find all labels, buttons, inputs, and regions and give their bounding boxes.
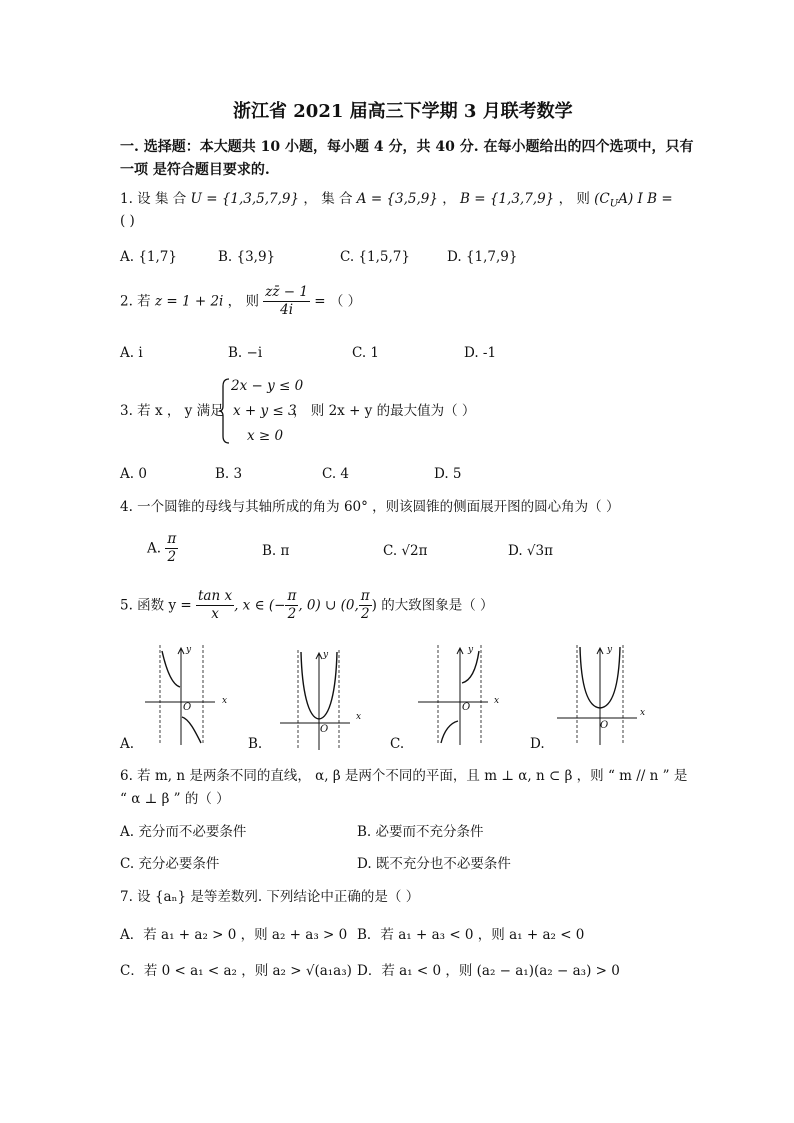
q1-option-d: D. {1,7,9} xyxy=(447,249,518,265)
q3-constraint-2: x + y ≤ 3 xyxy=(233,403,297,419)
q5-label-c: C. xyxy=(390,736,405,752)
q5-b-origin: O xyxy=(320,724,329,735)
q5-prefix: 5. 函数 y = xyxy=(120,597,192,614)
q3-brace xyxy=(218,378,232,444)
q2-fraction-denominator: 4i xyxy=(280,302,294,318)
q5-two-2: 2 xyxy=(360,606,370,622)
q5-mid2: , 0) ∪ (0, xyxy=(298,597,359,614)
q5-graph-b xyxy=(280,650,350,750)
q4-stem: 4. 一个圆锥的母线与其轴所成的角为 60° ，则该圆锥的侧面展开图的圆心角为（ ） xyxy=(120,499,620,515)
q5-b-y-label: y xyxy=(323,650,329,660)
q5-fn-denominator: x xyxy=(211,606,219,622)
q2-option-c: C. 1 xyxy=(352,345,380,361)
q3-option-b: B. 3 xyxy=(215,466,243,482)
q1-option-b: B. {3,9} xyxy=(218,249,276,265)
q1-stem xyxy=(120,190,673,214)
q2-mid: ， 则 xyxy=(223,293,264,310)
section-header-line2: 一项 是符合题目要求的. xyxy=(120,162,270,178)
q1-sub: U xyxy=(609,198,619,210)
q4-option-a-numerator: π xyxy=(167,531,177,547)
q5-a-y-label: y xyxy=(186,645,192,655)
q5-d-x-label: x xyxy=(640,708,646,718)
q5-a-origin: O xyxy=(183,702,192,713)
q1-set-u: U = {1,3,5,7,9} xyxy=(190,191,300,207)
q5-c-origin: O xyxy=(462,702,471,713)
q7-option-b: B．若 a₁ + a₃ < 0 ，则 a₁ + a₂ < 0 xyxy=(357,927,585,943)
q7-option-c: C．若 0 < a₁ < a₂ ，则 a₂ > √(a₁a₃) xyxy=(120,963,352,979)
q5-fn-numerator: tan x xyxy=(198,588,233,604)
q3-option-a: A. 0 xyxy=(120,466,147,482)
q2-z: z = 1 + 2i xyxy=(154,293,224,310)
page-title: 浙江省 2021 届高三下学期 3 月联考数学 xyxy=(233,101,573,122)
q1-option-c: C. {1,5,7} xyxy=(340,249,410,265)
q4-option-a-denominator: 2 xyxy=(167,549,177,565)
q2-option-a: A. i xyxy=(120,345,143,361)
q5-d-origin: O xyxy=(600,720,609,731)
q5-graph-c xyxy=(418,645,488,745)
q2-stem xyxy=(120,284,361,319)
q3-option-c: C. 4 xyxy=(322,466,350,482)
q3-prefix: 3. 若 x ， y 满足 xyxy=(120,403,224,419)
q5-pi-1: π xyxy=(287,588,297,604)
q5-c-x-label: x xyxy=(494,696,500,706)
q5-graph-a xyxy=(145,645,215,745)
q1-set-b: B = {1,3,7,9} xyxy=(460,191,555,207)
q6-option-c: C. 充分必要条件 xyxy=(120,856,220,872)
q5-d-y-label: y xyxy=(607,645,613,655)
q5-b-x-label: x xyxy=(356,712,362,722)
q5-mid: , x ∈ (− xyxy=(234,597,286,614)
q5-label-d: D. xyxy=(530,736,545,752)
q5-c-y-label: y xyxy=(468,645,474,655)
q2-option-b: B. −i xyxy=(228,345,263,361)
q4-option-d: D. √3π xyxy=(508,543,553,559)
q1-mid2: ， xyxy=(437,191,461,207)
q2-prefix: 2. 若 xyxy=(120,293,155,310)
q4-option-b: B. π xyxy=(262,543,290,559)
q1-option-a: A. {1,7} xyxy=(120,249,177,265)
q2-suffix: = （ ） xyxy=(309,293,362,310)
q6-option-b: B. 必要而不充分条件 xyxy=(357,824,484,840)
q1-mid3: ， 则 xyxy=(554,191,595,207)
q1-paren: ( ) xyxy=(120,213,135,229)
q3-constraint-1: 2x − y ≤ 0 xyxy=(231,378,304,394)
q5-suffix: ) 的大致图象是（ ） xyxy=(371,597,494,614)
q2-fraction-numerator: zz̄ − 1 xyxy=(265,284,308,300)
q5-two-1: 2 xyxy=(287,606,297,622)
q3-constraint-3: x ≥ 0 xyxy=(247,428,284,444)
q3-suffix: ， 则 2x + y 的最大值为（ ） xyxy=(293,403,476,419)
q6-option-a: A. 充分而不必要条件 xyxy=(120,824,247,840)
q2-option-d: D. -1 xyxy=(464,345,497,361)
q1-mid1: ， 集 合 xyxy=(299,191,357,207)
q6-stem-line1: 6. 若 m, n 是两条不同的直线， α, β 是两个不同的平面，且 m ⊥ α, n ⊂ β ，则 “ m // n ” 是 xyxy=(120,768,688,784)
q4-option-a xyxy=(147,531,178,566)
q6-stem-line2: “ α ⊥ β ” 的（ ） xyxy=(120,791,230,807)
q1-set-a: A = {3,5,9} xyxy=(356,191,438,207)
q6-option-d: D. 既不充分也不必要条件 xyxy=(357,856,511,872)
q3-option-d: D. 5 xyxy=(434,466,462,482)
q5-stem xyxy=(120,588,494,623)
q5-label-a: A. xyxy=(120,736,135,752)
q1-expr: (C xyxy=(594,191,610,207)
q7-stem: 7. 设 {aₙ} 是等差数列. 下列结论中正确的是（ ） xyxy=(120,889,420,905)
q4-option-a-label: A. xyxy=(147,540,162,557)
q5-label-b: B. xyxy=(248,736,263,752)
section-header-line1: 一. 选择题：本大题共 10 小题，每小题 4 分，共 40 分. 在每小题给出的四个选项中，只有 xyxy=(120,139,694,155)
q5-a-x-label: x xyxy=(222,696,228,706)
q7-option-a: A．若 a₁ + a₂ > 0 ，则 a₂ + a₃ > 0 xyxy=(120,927,348,943)
q5-pi-2: π xyxy=(360,588,370,604)
q5-graph-d xyxy=(557,645,637,745)
q1-expr2: A) I B = xyxy=(618,191,673,207)
q1-prefix: 1. 设 集 合 xyxy=(120,191,191,207)
q7-option-d: D．若 a₁ < 0 ，则 (a₂ − a₁)(a₂ − a₃) > 0 xyxy=(357,963,620,979)
q4-option-c: C. √2π xyxy=(383,543,428,559)
